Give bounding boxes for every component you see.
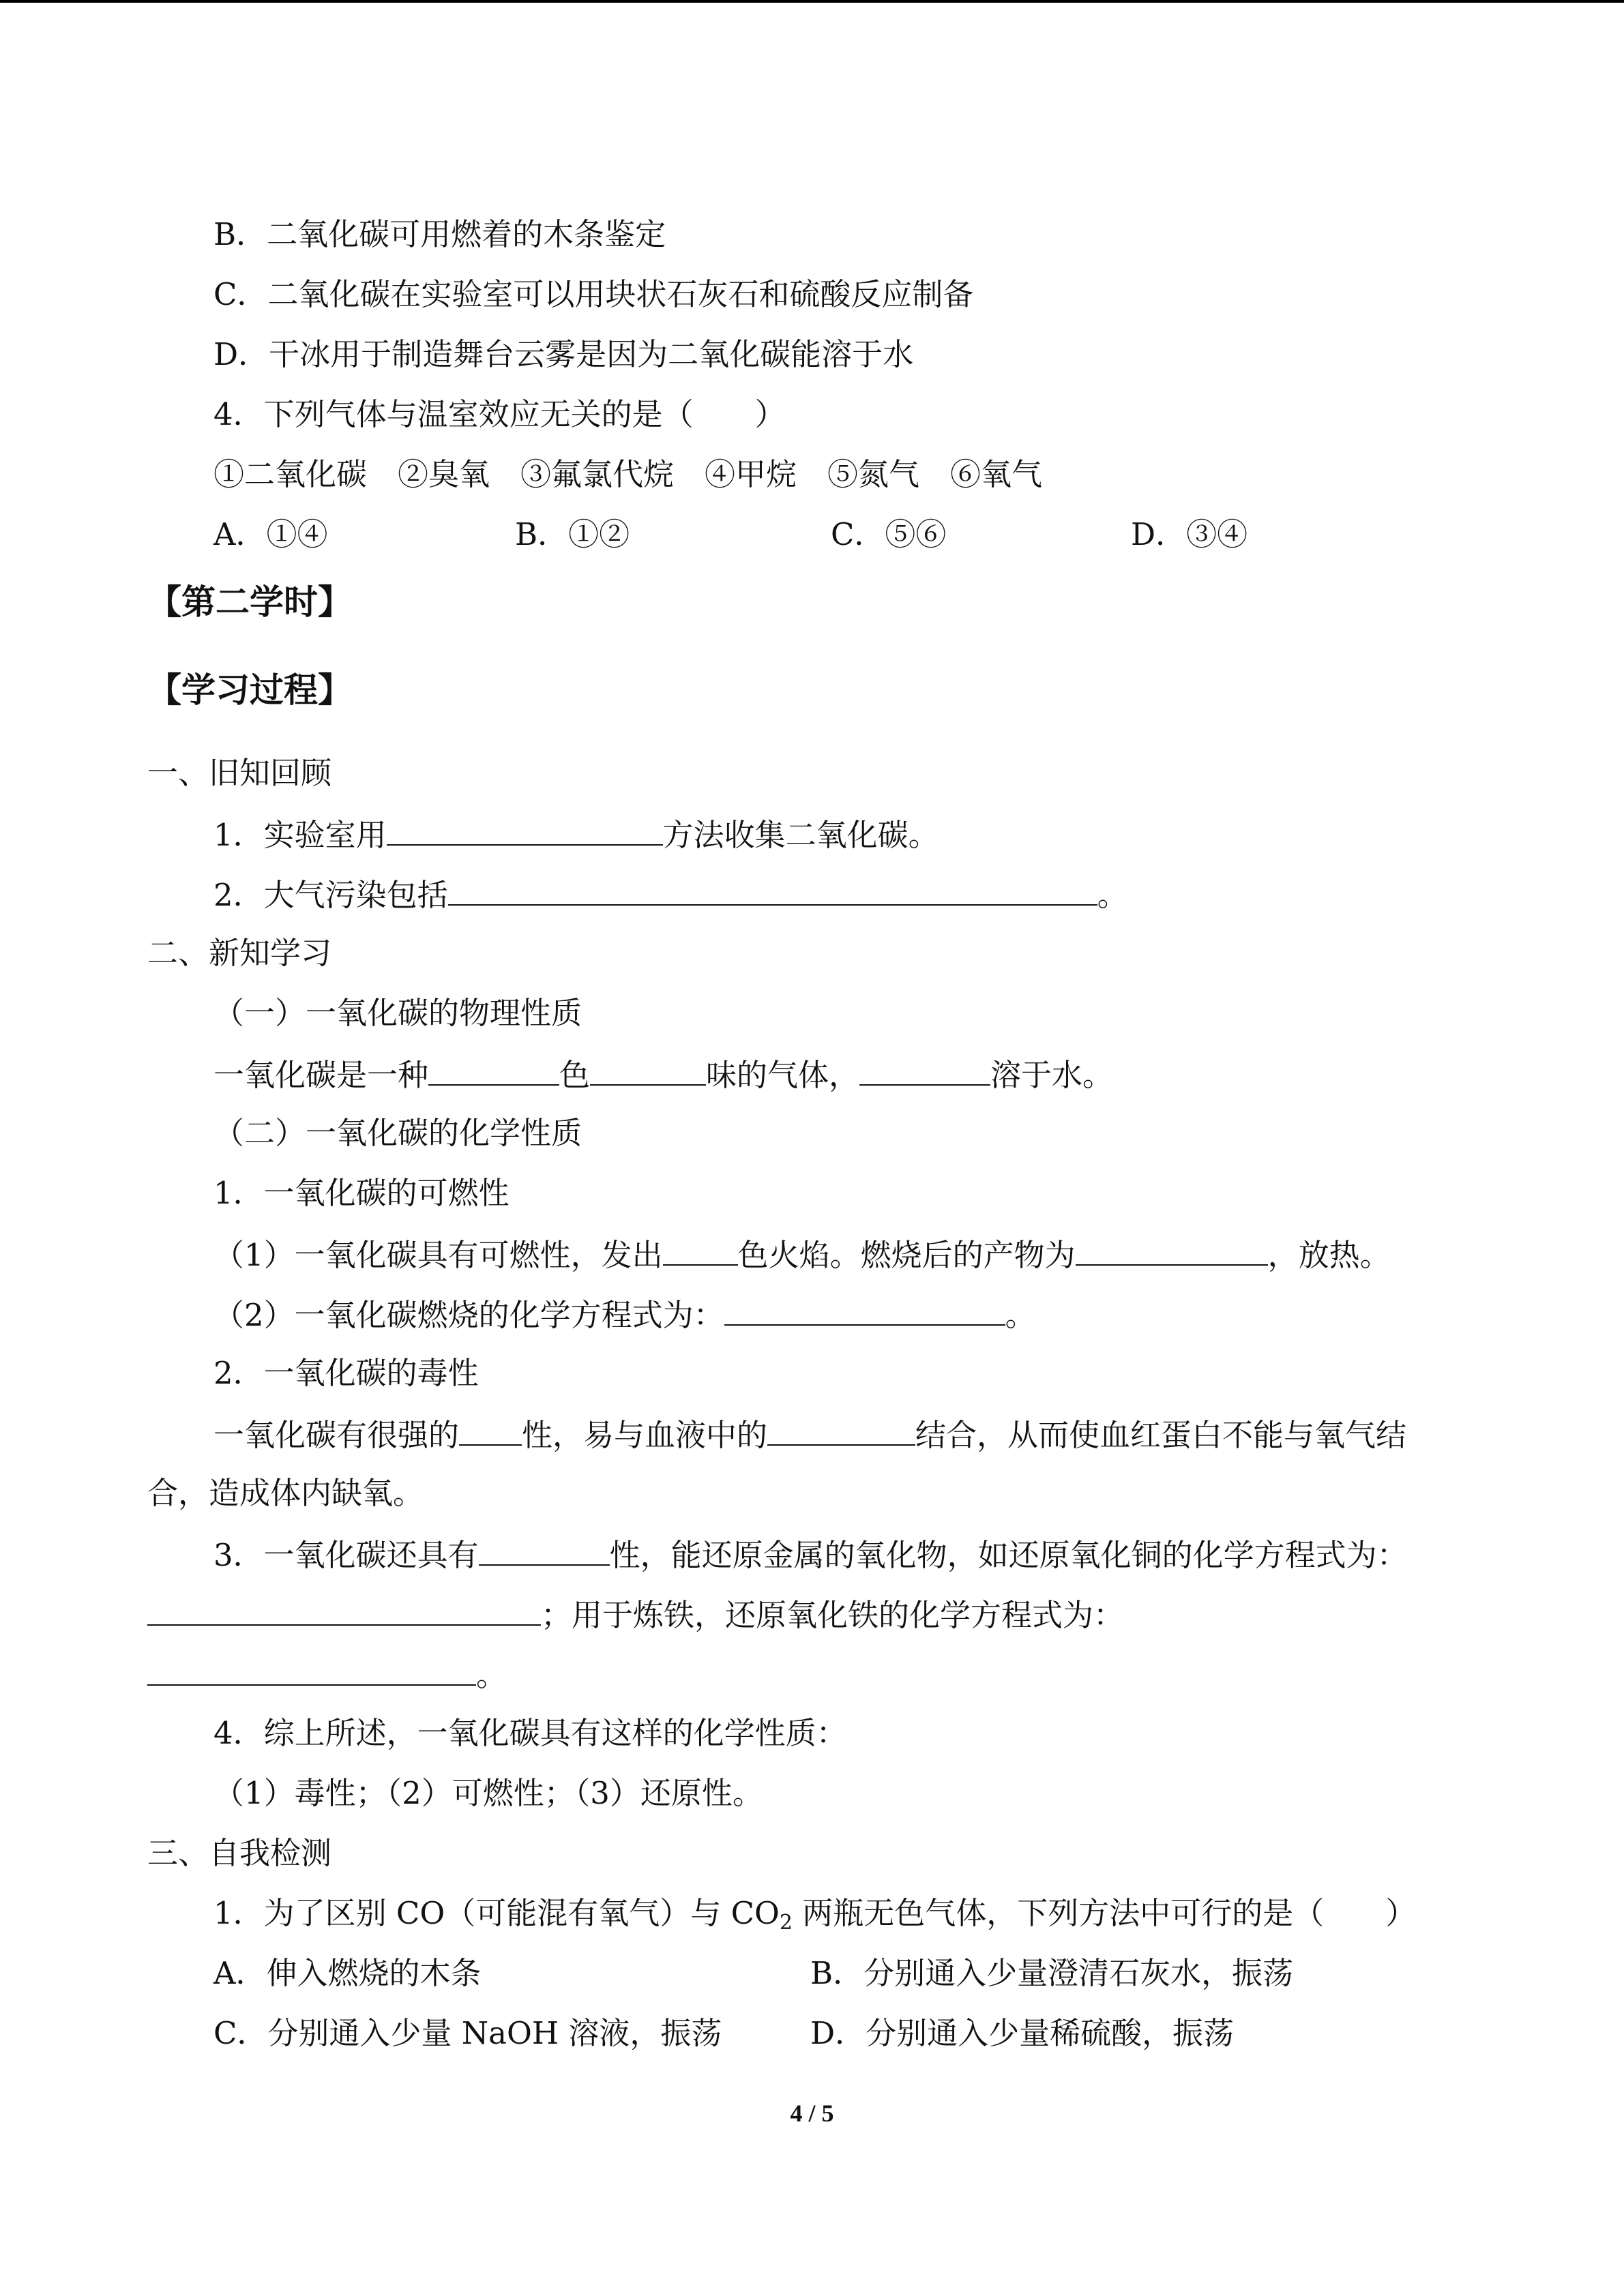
heading-process: 【学习过程】 [147, 670, 352, 710]
tox-text-a: 一氧化碳有很强的 [213, 1417, 460, 1453]
reduction-line1 [213, 1534, 1408, 1575]
reduction-line2 [147, 1594, 1124, 1635]
test-q1-stem [213, 1894, 1416, 1933]
subscript-2: 2 [779, 1911, 793, 1935]
phys-title: （一）一氧化碳的物理性质 [213, 995, 582, 1031]
red-text-b: 性，能还原金属的氧化物，如还原氧化铜的化学方程式为： [609, 1537, 1408, 1573]
heading-lesson2: 【第二学时】 [147, 582, 352, 622]
review-q2-text-end: 。 [1097, 877, 1128, 913]
review-q1-text-end: 方法收集二氧化碳。 [662, 817, 939, 853]
reduction-line3 [147, 1654, 507, 1695]
comb1-text-c: ，放热。 [1267, 1237, 1391, 1273]
chem-title: （二）一氧化碳的化学性质 [213, 1115, 582, 1151]
summary-items: （1）毒性；（2）可燃性；（3）还原性。 [213, 1775, 763, 1811]
fe2o3-equation-blank[interactable] [147, 1654, 476, 1686]
q3-option-d: D．干冰用于制造舞台云雾是因为二氧化碳能溶于水 [213, 336, 914, 372]
comb1-text-b: 色火焰。燃烧后的产物为 [737, 1237, 1076, 1273]
test-option-a: A．伸入燃烧的木条 [213, 1955, 482, 1991]
product-blank[interactable] [1076, 1234, 1268, 1266]
toxicity-blank[interactable] [459, 1414, 522, 1446]
reduction-blank[interactable] [479, 1534, 610, 1566]
test-option-c: C．分别通入少量 NaOH 溶液，振荡 [213, 2015, 722, 2051]
q4-option-a: A．①④ [213, 516, 328, 552]
solubility-blank[interactable] [859, 1054, 990, 1086]
comb2-text-a: （2）一氧化碳燃烧的化学方程式为： [213, 1297, 724, 1333]
review-q1-text: 1．实验室用 [213, 817, 387, 853]
test-option-d: D．分别通入少量稀硫酸，振荡 [810, 2015, 1235, 2051]
combustion-line2 [213, 1294, 1036, 1335]
smell-blank[interactable] [590, 1054, 706, 1086]
page-number: 4 / 5 [790, 2100, 834, 2127]
q4-items: ①二氧化碳 ②臭氧 ③氟氯代烷 ④甲烷 ⑤氮气 ⑥氧气 [213, 456, 1043, 492]
summary-title: 4．综上所述，一氧化碳具有这样的化学性质： [213, 1715, 847, 1751]
toxicity-title: 2．一氧化碳的毒性 [213, 1355, 479, 1391]
q3-option-c: C．二氧化碳在实验室可以用块状石灰石和硫酸反应制备 [213, 276, 974, 312]
combustion-title: 1．一氧化碳的可燃性 [213, 1175, 510, 1211]
q4-option-b: B．①② [515, 516, 630, 552]
phys-line [213, 1054, 1113, 1094]
phys-text-b: 色 [559, 1057, 591, 1093]
blood-blank[interactable] [767, 1414, 915, 1446]
combustion-line1 [213, 1234, 1391, 1274]
tox-text-c: 结合，从而使血红蛋白不能与氧气结 [915, 1417, 1407, 1453]
toxicity-line2: 合，造成体内缺氧。 [147, 1475, 424, 1511]
red-text-d: 。 [476, 1657, 507, 1693]
review-q1 [213, 814, 939, 854]
toxicity-line1 [213, 1414, 1406, 1455]
red-text-c: ；用于炼铁，还原氧化铁的化学方程式为： [541, 1597, 1125, 1633]
test-q1-text-a: 1．为了区别 CO（可能混有氧气）与 CO [213, 1895, 780, 1931]
cuo-equation-blank[interactable] [147, 1594, 541, 1626]
review-q1-blank[interactable] [387, 814, 663, 846]
combustion-equation-blank[interactable] [724, 1294, 1005, 1326]
q4-stem: 4．下列气体与温室效应无关的是（ ） [213, 396, 786, 432]
phys-text-a: 一氧化碳是一种 [213, 1057, 429, 1093]
comb2-text-b: 。 [1005, 1297, 1036, 1333]
review-title: 一、旧知回顾 [147, 755, 332, 791]
review-q2-blank[interactable] [448, 874, 1097, 906]
red-text-a: 3．一氧化碳还具有 [213, 1537, 479, 1573]
q3-option-b: B．二氧化碳可用燃着的木条鉴定 [213, 216, 666, 252]
top-border-rule [0, 0, 1624, 3]
color-blank[interactable] [428, 1054, 559, 1086]
phys-text-d: 溶于水。 [990, 1057, 1114, 1093]
tox-text-b: 性，易与血液中的 [522, 1417, 768, 1453]
review-q2-text: 2．大气污染包括 [213, 877, 448, 913]
q4-option-c: C．⑤⑥ [831, 516, 947, 552]
q4-option-d: D．③④ [1131, 516, 1248, 552]
test-title: 三、自我检测 [147, 1835, 332, 1871]
review-q2 [213, 874, 1128, 914]
test-q1-text-b: 两瓶无色气体，下列方法中可行的是（ ） [792, 1895, 1417, 1931]
comb1-text-a: （1）一氧化碳具有可燃性，发出 [213, 1237, 663, 1273]
flame-color-blank[interactable] [663, 1234, 738, 1266]
test-option-b: B．分别通入少量澄清石灰水，振荡 [810, 1955, 1294, 1991]
phys-text-c: 味的气体， [706, 1057, 860, 1093]
new-title: 二、新知学习 [147, 935, 332, 971]
